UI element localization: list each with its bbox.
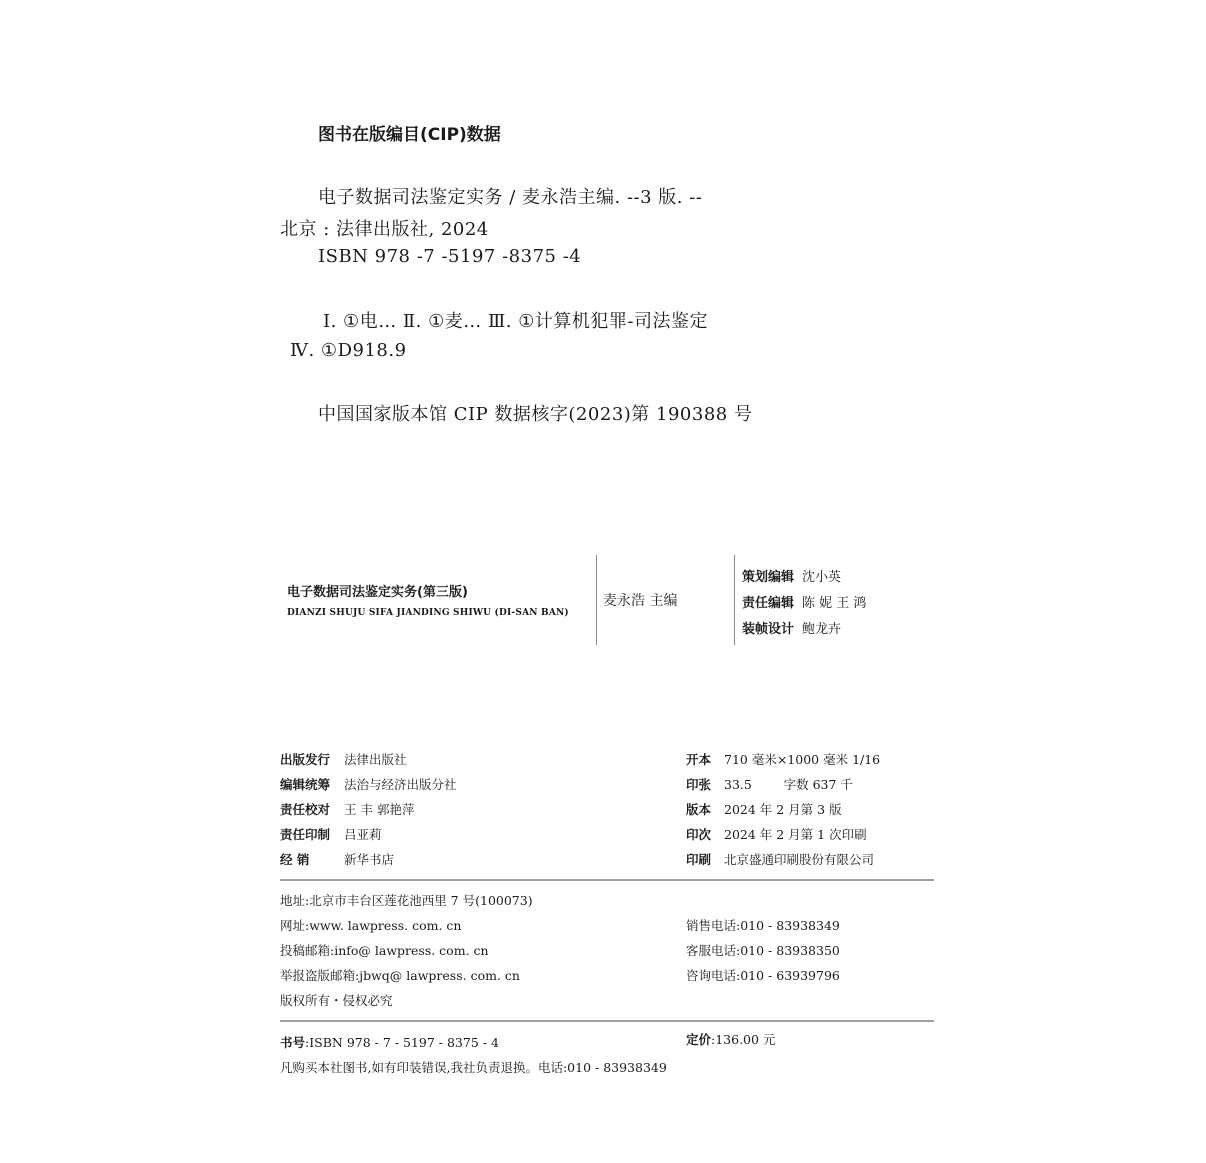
cip-isbn-line: ISBN 978 -7 -5197 -8375 -4 [318, 246, 582, 267]
info-value: 王 丰 郭艳萍 [344, 802, 415, 817]
staff-label: 装帧设计 [742, 622, 795, 637]
section-divider-2 [280, 1020, 934, 1022]
info-row [686, 797, 880, 822]
cip-record-number: 中国国家版本馆 CIP 数据核字(2023)第 190388 号 [318, 404, 753, 425]
cip-heading: 图书在版编目(CIP)数据 [318, 125, 501, 145]
info-value: 新华书店 [344, 852, 395, 867]
return-notice: 凡购买本社图书,如有印装错误,我社负责退换。电话:010 - 83938349 [280, 1060, 667, 1075]
price-row [686, 1030, 775, 1048]
title-divider-right [734, 555, 735, 645]
info-value: 法治与经济出版分社 [344, 777, 457, 792]
info-label: 版本 [686, 802, 712, 817]
info-row [686, 822, 880, 847]
address-block [280, 888, 533, 1013]
isbn-label: 书号 [280, 1035, 306, 1050]
staff-label: 责任编辑 [742, 596, 795, 611]
title-divider-left [596, 555, 597, 645]
price-label: 定价 [686, 1032, 712, 1047]
info-row [686, 847, 880, 872]
info-label: 印刷 [686, 852, 712, 867]
address-line: 地址:北京市丰台区莲花池西里 7 号(100073) [280, 893, 533, 908]
staff-value: 陈 妮 王 鸿 [802, 596, 867, 611]
staff-row [742, 591, 866, 617]
info-value: 33.5 字数 637 千 [724, 777, 853, 792]
isbn-value: :ISBN 978 - 7 - 5197 - 8375 - 4 [305, 1035, 499, 1050]
book-title-chinese: 电子数据司法鉴定实务(第三版) [287, 585, 468, 600]
phone-contacts [686, 913, 840, 988]
publication-info-left [280, 747, 457, 872]
staff-row [742, 565, 866, 591]
info-value: 710 毫米×1000 毫米 1/16 [724, 752, 881, 767]
editorial-staff-list [742, 565, 866, 643]
service-phone: 客服电话:010 - 83938350 [686, 943, 840, 958]
book-title-pinyin: DIANZI SHUJU SIFA JIANDING SHIWU (DI-SAN BAN) [287, 608, 569, 618]
info-row [280, 747, 457, 772]
staff-row [742, 617, 866, 643]
publication-info-right [686, 747, 880, 872]
copyright-notice: 版权所有・侵权必究 [280, 993, 393, 1008]
cip-title-line: 电子数据司法鉴定实务 / 麦永浩主编. --3 版. -- [318, 187, 703, 208]
info-value: 2024 年 2 月第 3 版 [724, 802, 842, 817]
info-value: 北京盛通印刷股份有限公司 [724, 852, 875, 867]
section-divider-1 [280, 879, 934, 881]
info-label: 出版发行 [280, 752, 331, 767]
info-row [686, 772, 880, 797]
info-row [686, 747, 880, 772]
report-email-line: 举报盗版邮箱:jbwq@ lawpress. com. cn [280, 968, 520, 983]
info-label: 开本 [686, 752, 712, 767]
info-label: 编辑统筹 [280, 777, 331, 792]
website-line: 网址:www. lawpress. com. cn [280, 918, 462, 933]
info-label: 印次 [686, 827, 712, 842]
info-value: 吕亚莉 [344, 827, 382, 842]
info-row [280, 822, 457, 847]
sales-phone: 销售电话:010 - 83938349 [686, 918, 840, 933]
staff-value: 沈小英 [802, 570, 842, 585]
info-row [280, 847, 457, 872]
submission-email-line: 投稿邮箱:info@ lawpress. com. cn [280, 943, 489, 958]
inquiry-phone: 咨询电话:010 - 63939796 [686, 968, 840, 983]
info-row [280, 772, 457, 797]
isbn-row [280, 1030, 667, 1055]
info-label: 责任印制 [280, 827, 331, 842]
cip-classification-line-2: Ⅳ. ①D918.9 [290, 340, 407, 361]
info-row [280, 797, 457, 822]
price-value: :136.00 元 [711, 1032, 776, 1047]
bottom-info [280, 1030, 667, 1080]
chief-editor: 麦永浩 主编 [603, 593, 678, 609]
info-value: 2024 年 2 月第 1 次印刷 [724, 827, 867, 842]
info-label: 印张 [686, 777, 712, 792]
book-title-block [287, 581, 569, 618]
staff-label: 策划编辑 [742, 570, 795, 585]
cip-classification-line: Ⅰ. ①电… Ⅱ. ①麦… Ⅲ. ①计算机犯罪-司法鉴定 [323, 311, 708, 332]
info-label: 经 销 [280, 852, 310, 867]
cip-publisher-line: 北京 : 法律出版社, 2024 [280, 219, 489, 240]
info-label: 责任校对 [280, 802, 331, 817]
info-value: 法律出版社 [344, 752, 407, 767]
staff-value: 鲍龙卉 [802, 622, 842, 637]
